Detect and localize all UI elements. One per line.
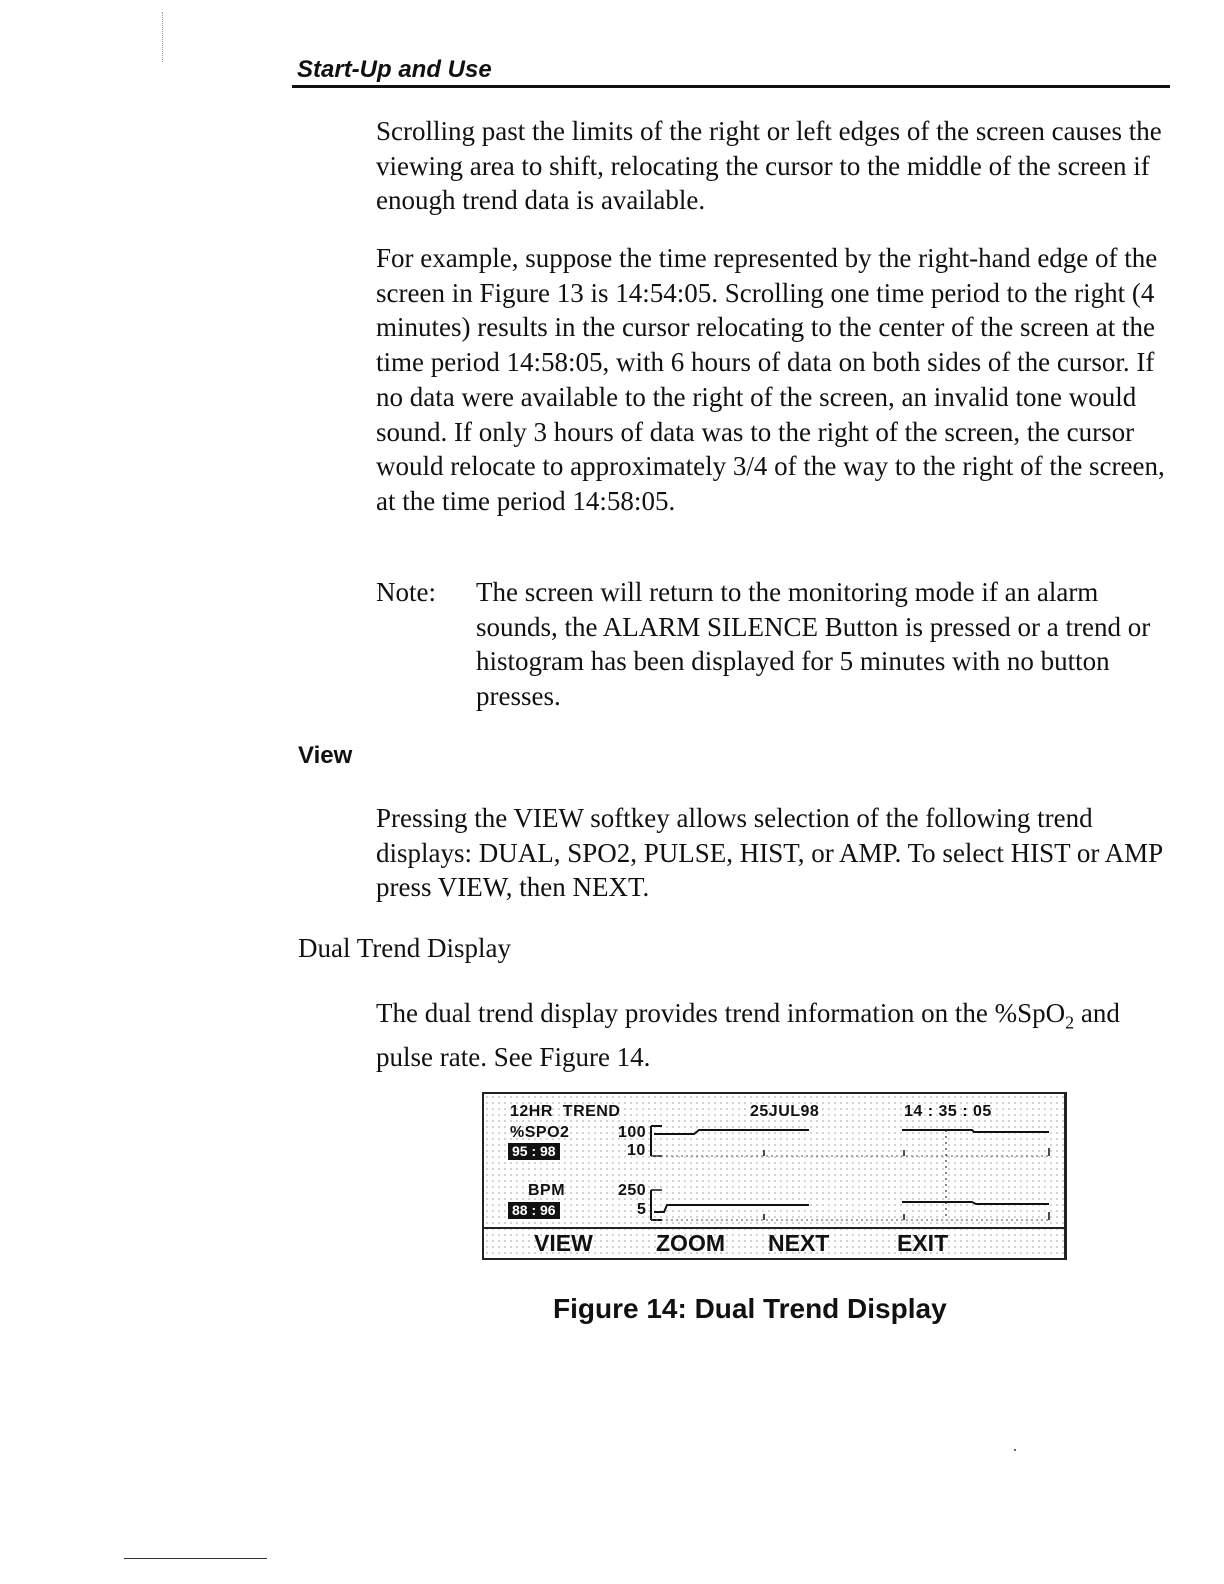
bpm-values-box: 88 : 96 — [508, 1202, 560, 1219]
spo2-min: 10 — [627, 1142, 646, 1159]
softkey-view[interactable]: VIEW — [534, 1230, 593, 1256]
spo2-values-box: 95 : 98 — [508, 1143, 560, 1160]
softkey-row — [484, 1227, 1064, 1260]
note-text: The screen will return to the monitoring mode if an alarm sounds, the ALARM SILENCE Button is pressed or a trend or histogram has been displayed for 5 minutes with no button presses. — [476, 577, 1151, 712]
paragraph-example: For example, suppose the time represented by the right-hand edge of the screen in Figure 13 is 14:54:05. Scrolling one time period to the right (4 minutes) results in the cursor relocating to the center of the screen at the time period 14:58:05, with 6 hours of data on both sides of the cursor. If no data were available to the right of the screen, an invalid tone would sound. If only 3 hours of data was to the right of the screen, the cursor would relocate to approximately 3/4 of the way to the right of the screen, at the time period 14:58:05. — [376, 243, 1165, 516]
dual-text-before: The dual trend display provides trend information on the %SpO — [376, 998, 1066, 1028]
section-heading-view: View — [298, 742, 353, 769]
scan-speck — [1014, 1449, 1016, 1451]
paragraph-dual-trend — [376, 996, 1176, 1075]
spo2-trend-right — [902, 1130, 1049, 1132]
margin-mark — [162, 12, 165, 62]
spo2-trend-left — [654, 1130, 809, 1134]
subscript-2: 2 — [1065, 1012, 1075, 1033]
spo2-label: %SPO2 — [510, 1124, 570, 1141]
bpm-label: BPM — [528, 1182, 566, 1199]
spo2-max: 100 — [618, 1124, 647, 1141]
trend-mode-label: 12HR TREND — [510, 1103, 621, 1120]
paragraph-scrolling: Scrolling past the limits of the right or left edges of the screen causes the viewing area to shift, relocating the cursor to the middle of the screen if enough trend data is available. — [376, 116, 1162, 216]
trend-screen — [482, 1092, 1067, 1260]
running-header: Start-Up and Use — [297, 56, 492, 83]
trend-date: 25JUL98 — [750, 1103, 820, 1120]
softkey-next[interactable]: NEXT — [768, 1230, 830, 1256]
subheading-dual-trend: Dual Trend Display — [298, 933, 512, 963]
figure-caption: Figure 14: Dual Trend Display — [553, 1293, 947, 1324]
softkey-exit[interactable]: EXIT — [897, 1230, 949, 1256]
header-rule — [292, 85, 1170, 88]
bpm-trend-right — [902, 1202, 1049, 1204]
note-label: Note: — [376, 577, 436, 607]
dual-text-after: and pulse rate. See Figure 14. — [376, 998, 1120, 1073]
trend-time: 14 : 35 : 05 — [904, 1103, 992, 1120]
footnote-rule — [124, 1558, 267, 1559]
softkey-zoom[interactable]: ZOOM — [656, 1230, 725, 1256]
bpm-min: 5 — [637, 1201, 647, 1218]
bpm-max: 250 — [618, 1182, 647, 1199]
bpm-trend-left — [654, 1205, 809, 1212]
paragraph-view: Pressing the VIEW softkey allows selection of the following trend displays: DUAL, SPO2, PULSE, HIST, or AMP. To select HIST or AMP press VIEW, then NEXT. — [376, 803, 1163, 903]
